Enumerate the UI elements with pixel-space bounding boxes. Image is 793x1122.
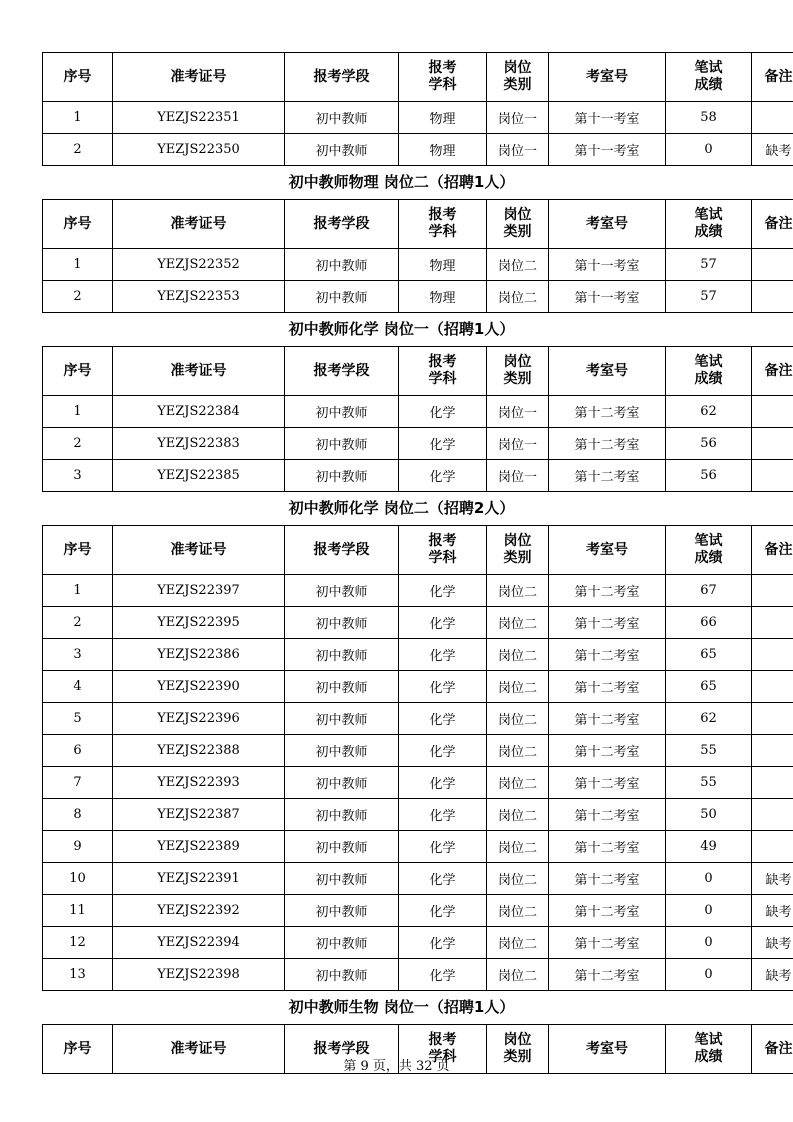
table-cell: 第十二考室 <box>549 799 666 831</box>
table-cell: 8 <box>43 799 113 831</box>
table-cell: YEZJS22389 <box>113 831 285 863</box>
column-header: 报考 学科 <box>399 200 487 249</box>
column-header: 备注 <box>752 53 793 102</box>
table-cell: 1 <box>43 102 113 134</box>
table-cell: 56 <box>666 428 752 460</box>
table-row <box>43 703 793 735</box>
column-header: 备注 <box>752 526 793 575</box>
table-row <box>43 396 793 428</box>
header-row <box>43 347 793 396</box>
table-cell <box>752 460 793 492</box>
table-cell: YEZJS22385 <box>113 460 285 492</box>
table-cell: 第十二考室 <box>549 895 666 927</box>
table-cell: 岗位二 <box>487 927 549 959</box>
table-cell <box>752 703 793 735</box>
table-cell: 1 <box>43 396 113 428</box>
table-cell: 初中教师 <box>285 102 399 134</box>
table-cell: 岗位二 <box>487 575 549 607</box>
table-cell: 初中教师 <box>285 799 399 831</box>
table-cell: 化学 <box>399 671 487 703</box>
table-cell: 岗位一 <box>487 102 549 134</box>
table-cell: 岗位二 <box>487 735 549 767</box>
table-cell: 化学 <box>399 959 487 991</box>
table-cell <box>752 799 793 831</box>
table-cell: 岗位一 <box>487 428 549 460</box>
table-cell: 初中教师 <box>285 575 399 607</box>
table-cell: 初中教师 <box>285 895 399 927</box>
table-cell: 第十二考室 <box>549 575 666 607</box>
table-cell: YEZJS22384 <box>113 396 285 428</box>
table-cell: 化学 <box>399 767 487 799</box>
column-header: 笔试 成绩 <box>666 347 752 396</box>
table-cell: 第十二考室 <box>549 428 666 460</box>
table-cell: YEZJS22396 <box>113 703 285 735</box>
table-row <box>43 607 793 639</box>
table-cell: 初中教师 <box>285 735 399 767</box>
column-header: 备注 <box>752 1025 793 1074</box>
table-cell: 66 <box>666 607 752 639</box>
table-cell: YEZJS22383 <box>113 428 285 460</box>
table-cell: 物理 <box>399 249 487 281</box>
table-cell: 第十二考室 <box>549 863 666 895</box>
table-cell: 第十一考室 <box>549 249 666 281</box>
column-header: 岗位 类别 <box>487 1025 549 1074</box>
table-cell: 初中教师 <box>285 134 399 166</box>
table-row <box>43 134 793 166</box>
table-cell: 4 <box>43 671 113 703</box>
table-row <box>43 959 793 991</box>
table-cell: 第十二考室 <box>549 671 666 703</box>
table-cell: 岗位二 <box>487 671 549 703</box>
table-cell: 初中教师 <box>285 959 399 991</box>
table-cell <box>752 671 793 703</box>
table-cell: 10 <box>43 863 113 895</box>
table-cell: 化学 <box>399 575 487 607</box>
table-cell: 初中教师 <box>285 607 399 639</box>
table-cell: 岗位二 <box>487 639 549 671</box>
table-cell: 化学 <box>399 863 487 895</box>
score-table <box>42 525 793 991</box>
table-cell: 岗位一 <box>487 396 549 428</box>
table-row <box>43 102 793 134</box>
column-header: 准考证号 <box>113 200 285 249</box>
table-row <box>43 428 793 460</box>
table-cell: 初中教师 <box>285 428 399 460</box>
table-cell: 2 <box>43 428 113 460</box>
table-cell: 57 <box>666 249 752 281</box>
table-row <box>43 767 793 799</box>
table-cell: 第十二考室 <box>549 607 666 639</box>
column-header: 准考证号 <box>113 53 285 102</box>
table-cell: 2 <box>43 134 113 166</box>
column-header: 序号 <box>43 200 113 249</box>
table-cell: 岗位二 <box>487 281 549 313</box>
header-row <box>43 526 793 575</box>
column-header: 备注 <box>752 347 793 396</box>
table-cell: 第十一考室 <box>549 281 666 313</box>
table-row <box>43 927 793 959</box>
table-cell: 第十二考室 <box>549 703 666 735</box>
table-cell: 岗位二 <box>487 607 549 639</box>
page-footer: 第 9 页，共 32 页 <box>343 1059 450 1074</box>
column-header: 报考学段 <box>285 200 399 249</box>
table-cell <box>752 607 793 639</box>
table-cell: 岗位二 <box>487 249 549 281</box>
table-cell: 岗位二 <box>487 767 549 799</box>
table-cell: YEZJS22353 <box>113 281 285 313</box>
table-cell <box>752 735 793 767</box>
table-cell <box>752 767 793 799</box>
table-cell: 物理 <box>399 102 487 134</box>
table-cell: 6 <box>43 735 113 767</box>
table-cell: 缺考 <box>752 959 793 991</box>
score-table <box>42 199 793 313</box>
table-cell: 62 <box>666 396 752 428</box>
table-cell: 第十二考室 <box>549 460 666 492</box>
column-header: 考室号 <box>549 200 666 249</box>
table-cell: 67 <box>666 575 752 607</box>
table-cell: 化学 <box>399 703 487 735</box>
table-cell: 55 <box>666 735 752 767</box>
table-cell: 0 <box>666 895 752 927</box>
table-cell: YEZJS22386 <box>113 639 285 671</box>
table-cell: 12 <box>43 927 113 959</box>
table-cell: YEZJS22395 <box>113 607 285 639</box>
table-row <box>43 460 793 492</box>
column-header: 笔试 成绩 <box>666 53 752 102</box>
column-header: 准考证号 <box>113 347 285 396</box>
table-cell: 2 <box>43 281 113 313</box>
table-cell: 岗位二 <box>487 863 549 895</box>
table-cell: 岗位二 <box>487 959 549 991</box>
table-cell: 13 <box>43 959 113 991</box>
table-cell: 初中教师 <box>285 927 399 959</box>
table-cell: 第十二考室 <box>549 959 666 991</box>
section-title: 初中教师化学 岗位二（招聘2人） <box>288 499 515 517</box>
table-cell: 7 <box>43 767 113 799</box>
column-header: 报考 学科 <box>399 53 487 102</box>
table-cell: 62 <box>666 703 752 735</box>
table-cell: 化学 <box>399 927 487 959</box>
score-document <box>42 52 793 1074</box>
column-header: 考室号 <box>549 347 666 396</box>
table-row <box>43 735 793 767</box>
table-cell: 初中教师 <box>285 767 399 799</box>
table-cell: 3 <box>43 639 113 671</box>
column-header: 备注 <box>752 200 793 249</box>
table-cell: 岗位二 <box>487 831 549 863</box>
column-header: 报考学段 <box>285 347 399 396</box>
table-cell: 初中教师 <box>285 863 399 895</box>
column-header: 笔试 成绩 <box>666 526 752 575</box>
column-header: 序号 <box>43 526 113 575</box>
table-cell: 1 <box>43 249 113 281</box>
table-cell: 第十二考室 <box>549 831 666 863</box>
table-cell: 化学 <box>399 735 487 767</box>
table-cell <box>752 428 793 460</box>
table-cell: 初中教师 <box>285 831 399 863</box>
column-header: 考室号 <box>549 526 666 575</box>
table-cell: YEZJS22388 <box>113 735 285 767</box>
table-cell: 56 <box>666 460 752 492</box>
table-cell <box>752 396 793 428</box>
table-cell <box>752 575 793 607</box>
table-cell: 缺考 <box>752 134 793 166</box>
table-cell: YEZJS22391 <box>113 863 285 895</box>
table-cell: 58 <box>666 102 752 134</box>
table-cell: 第十二考室 <box>549 767 666 799</box>
table-row <box>43 575 793 607</box>
table-cell: YEZJS22390 <box>113 671 285 703</box>
header-row <box>43 53 793 102</box>
column-header: 准考证号 <box>113 526 285 575</box>
table-cell: 65 <box>666 639 752 671</box>
column-header: 报考学段 <box>285 526 399 575</box>
table-cell: 化学 <box>399 607 487 639</box>
table-row <box>43 863 793 895</box>
column-header: 岗位 类别 <box>487 53 549 102</box>
table-cell: 49 <box>666 831 752 863</box>
table-cell: YEZJS22352 <box>113 249 285 281</box>
column-header: 报考学段 <box>285 1025 399 1074</box>
table-cell: YEZJS22387 <box>113 799 285 831</box>
table-cell <box>752 281 793 313</box>
table-cell: 55 <box>666 767 752 799</box>
column-header: 报考 学科 <box>399 526 487 575</box>
column-header: 序号 <box>43 347 113 396</box>
table-cell: 1 <box>43 575 113 607</box>
table-cell: 缺考 <box>752 895 793 927</box>
table-cell: 物理 <box>399 281 487 313</box>
section-title: 初中教师化学 岗位一（招聘1人） <box>288 320 515 338</box>
table-cell: 第十二考室 <box>549 396 666 428</box>
column-header: 准考证号 <box>113 1025 285 1074</box>
table-cell: 化学 <box>399 428 487 460</box>
table-row <box>43 895 793 927</box>
table-cell: 57 <box>666 281 752 313</box>
table-cell: 5 <box>43 703 113 735</box>
table-cell: 化学 <box>399 396 487 428</box>
column-header: 考室号 <box>549 1025 666 1074</box>
table-cell: 化学 <box>399 460 487 492</box>
table-cell: 初中教师 <box>285 249 399 281</box>
column-header: 考室号 <box>549 53 666 102</box>
table-cell: 第十二考室 <box>549 639 666 671</box>
table-cell: YEZJS22392 <box>113 895 285 927</box>
table-cell: 化学 <box>399 831 487 863</box>
column-header: 岗位 类别 <box>487 200 549 249</box>
table-cell: 第十一考室 <box>549 102 666 134</box>
table-cell: YEZJS22398 <box>113 959 285 991</box>
score-table <box>42 52 793 166</box>
table-row <box>43 671 793 703</box>
table-cell: 岗位一 <box>487 134 549 166</box>
column-header: 报考学段 <box>285 53 399 102</box>
table-cell: 化学 <box>399 895 487 927</box>
table-cell <box>752 102 793 134</box>
table-cell: 0 <box>666 134 752 166</box>
table-cell: 岗位二 <box>487 895 549 927</box>
table-cell: 初中教师 <box>285 703 399 735</box>
table-cell: 50 <box>666 799 752 831</box>
table-cell: 物理 <box>399 134 487 166</box>
table-cell: 11 <box>43 895 113 927</box>
table-row <box>43 799 793 831</box>
table-cell: 第十二考室 <box>549 735 666 767</box>
column-header: 序号 <box>43 1025 113 1074</box>
table-cell: 初中教师 <box>285 460 399 492</box>
column-header: 岗位 类别 <box>487 347 549 396</box>
table-cell: 0 <box>666 863 752 895</box>
column-header: 笔试 成绩 <box>666 200 752 249</box>
score-table <box>42 346 793 492</box>
table-cell: YEZJS22394 <box>113 927 285 959</box>
table-cell: 初中教师 <box>285 639 399 671</box>
table-cell: 0 <box>666 927 752 959</box>
table-cell: 65 <box>666 671 752 703</box>
column-header: 序号 <box>43 53 113 102</box>
table-cell: 初中教师 <box>285 671 399 703</box>
table-cell: 化学 <box>399 799 487 831</box>
table-row <box>43 249 793 281</box>
column-header: 岗位 类别 <box>487 526 549 575</box>
column-header: 笔试 成绩 <box>666 1025 752 1074</box>
table-cell: 3 <box>43 460 113 492</box>
section-title: 初中教师生物 岗位一（招聘1人） <box>288 998 515 1016</box>
table-cell: 初中教师 <box>285 281 399 313</box>
table-cell: YEZJS22397 <box>113 575 285 607</box>
table-cell: 岗位二 <box>487 703 549 735</box>
table-cell: YEZJS22393 <box>113 767 285 799</box>
table-row <box>43 831 793 863</box>
table-cell: 2 <box>43 607 113 639</box>
table-cell: 岗位二 <box>487 799 549 831</box>
table-cell: 缺考 <box>752 863 793 895</box>
table-cell: 9 <box>43 831 113 863</box>
table-row <box>43 639 793 671</box>
table-cell: 岗位一 <box>487 460 549 492</box>
table-cell: 第十一考室 <box>549 134 666 166</box>
table-cell: YEZJS22351 <box>113 102 285 134</box>
table-cell: YEZJS22350 <box>113 134 285 166</box>
table-cell: 化学 <box>399 639 487 671</box>
header-row <box>43 200 793 249</box>
table-cell <box>752 831 793 863</box>
table-cell <box>752 249 793 281</box>
section-title: 初中教师物理 岗位二（招聘1人） <box>288 173 515 191</box>
table-cell: 第十二考室 <box>549 927 666 959</box>
column-header: 报考 学科 <box>399 347 487 396</box>
column-header: 报考 学科 <box>399 1025 487 1074</box>
table-cell: 0 <box>666 959 752 991</box>
table-cell: 缺考 <box>752 927 793 959</box>
table-cell <box>752 639 793 671</box>
table-row <box>43 281 793 313</box>
table-cell: 初中教师 <box>285 396 399 428</box>
